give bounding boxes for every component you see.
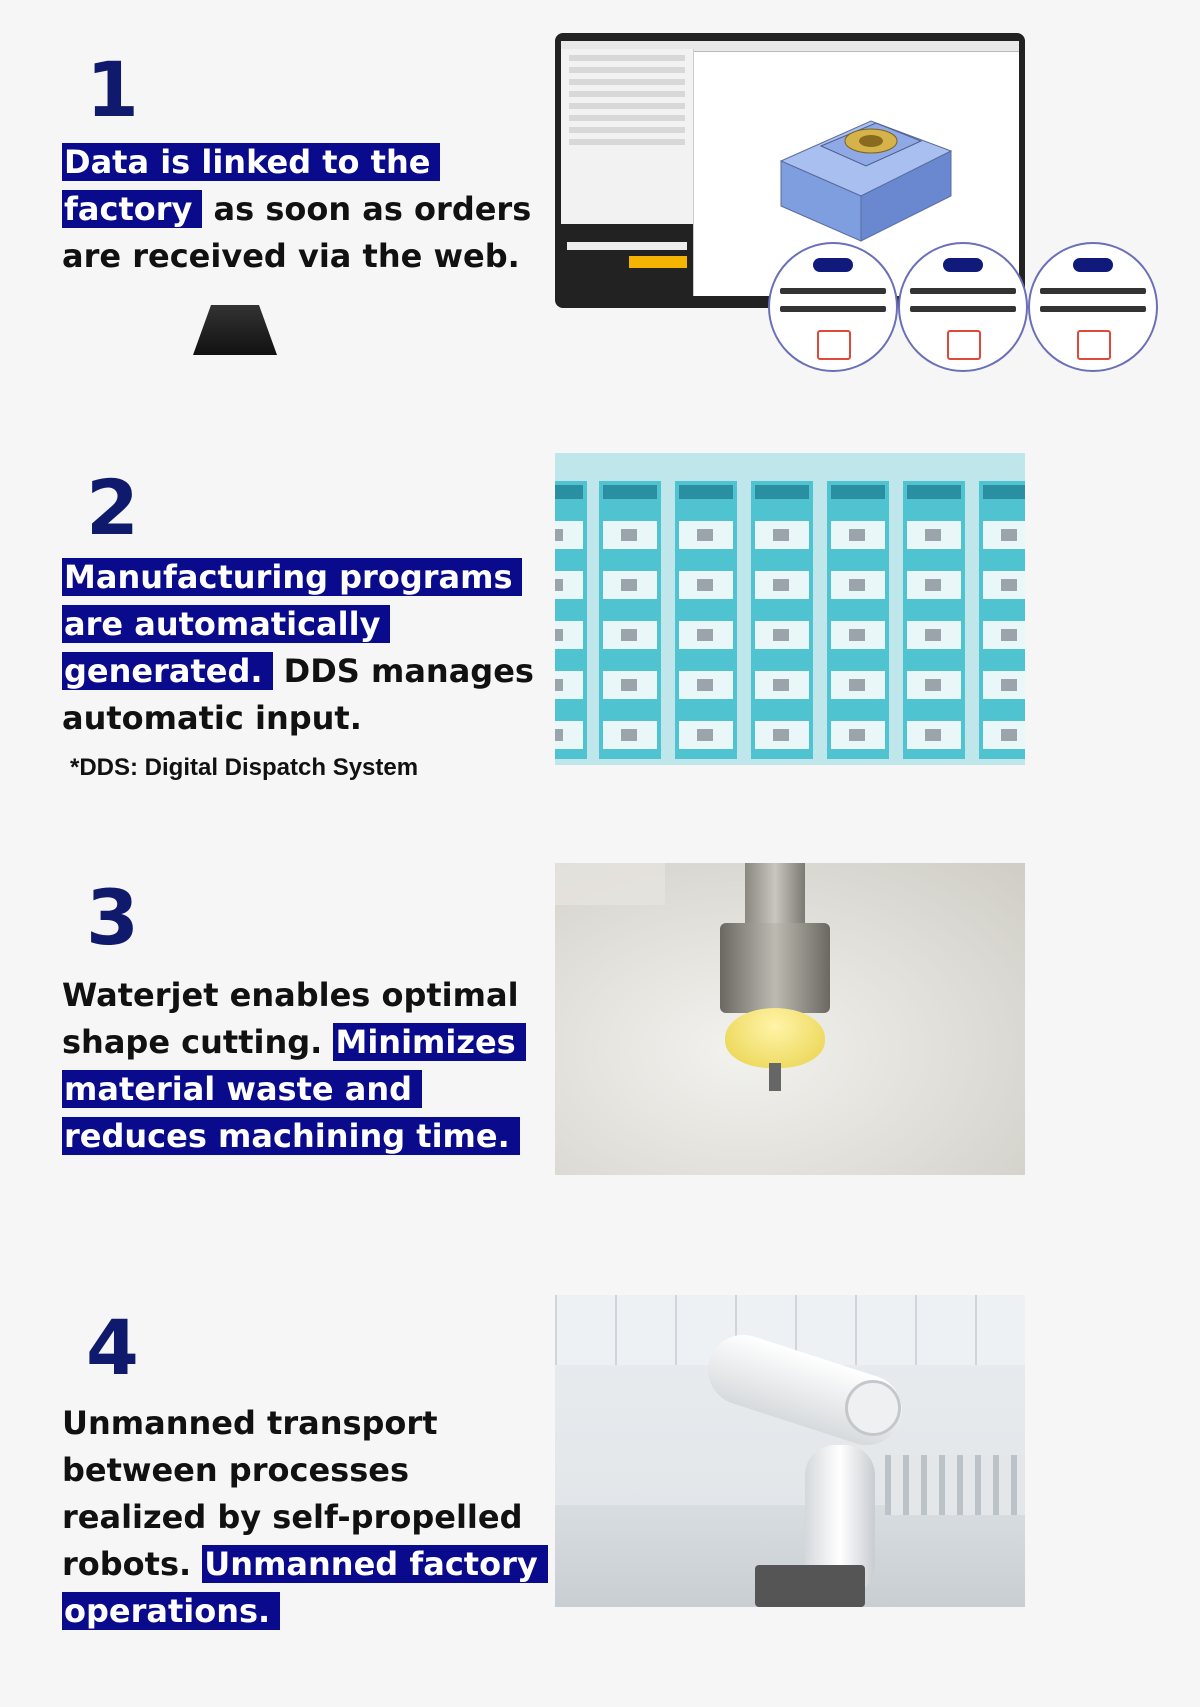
industrial-robot-photo (555, 1295, 1025, 1607)
feature-text (62, 139, 542, 280)
highlight-text: Minimizes material waste and reduces machining time. (62, 1023, 526, 1155)
step-number: 1 (86, 45, 139, 134)
highlight-text: Manufacturing programs are automatically generated. (62, 558, 522, 690)
package-icon (1077, 330, 1111, 360)
cad-model (761, 81, 981, 261)
footnote: *DDS: Digital Dispatch System (70, 754, 419, 781)
feature-text (62, 554, 542, 742)
cad-file-icon (817, 330, 851, 360)
step-number: 4 (86, 1303, 139, 1392)
price-calendar-icon (947, 330, 981, 360)
step-1-badge (768, 242, 898, 372)
waterjet-cutting-photo (555, 863, 1025, 1175)
step-number: 2 (86, 463, 139, 552)
highlight-text: Unmanned factory operations. (62, 1545, 548, 1630)
body-text: DDS manages automatic input. (62, 652, 534, 737)
order-sidebar (561, 49, 694, 296)
step-2-badge (898, 242, 1028, 372)
body-text: as soon as orders are received via the web. (62, 190, 532, 275)
feature-text (62, 1400, 542, 1635)
feature-text (62, 972, 542, 1160)
monitor-stand (175, 305, 295, 355)
highlight-text: Data is linked to the factory (62, 143, 440, 228)
dds-dispatch-screen (555, 453, 1025, 765)
body-text: Unmanned transport between processes realized by self-propelled robots. (62, 1404, 523, 1583)
order-button (629, 256, 687, 268)
body-text: Waterjet enables optimal shape cutting. (62, 976, 519, 1061)
step-3-badge (1028, 242, 1158, 372)
step-number: 3 (86, 873, 139, 962)
